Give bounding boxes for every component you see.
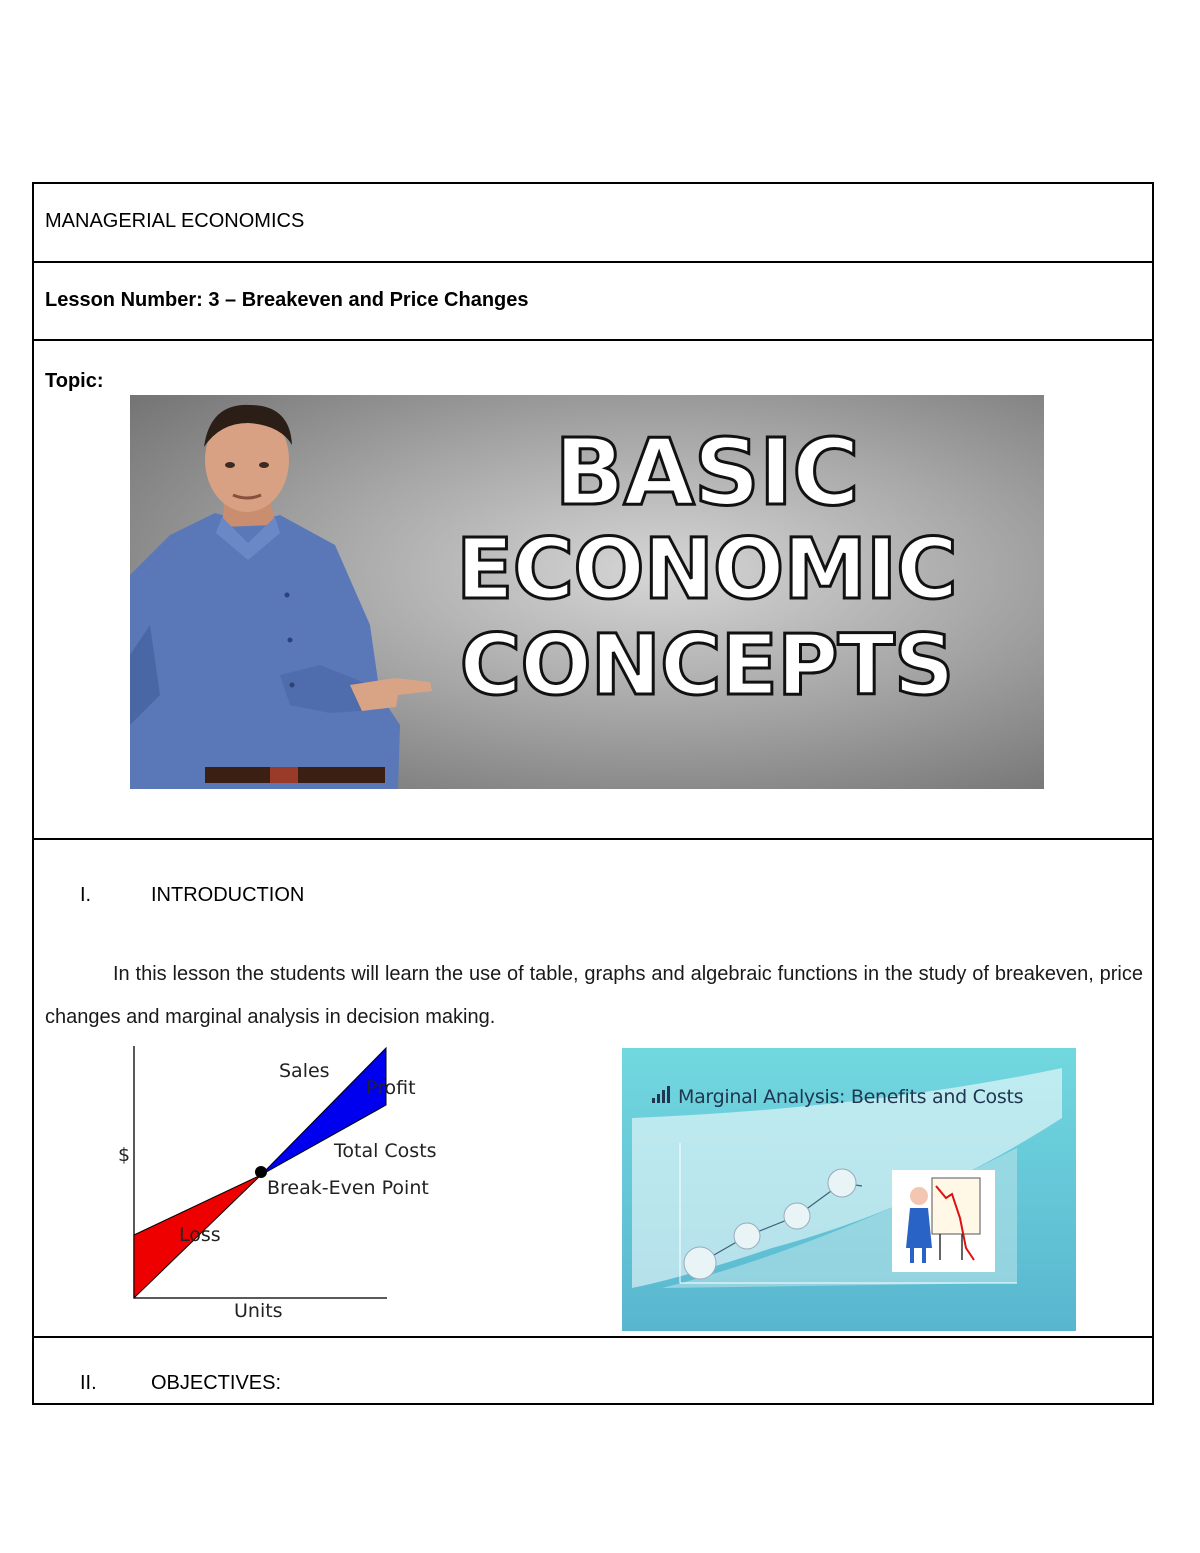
marginal-analysis-slide bbox=[622, 1048, 1076, 1331]
introduction-text: In this lesson the students will learn the use of table, graphs and algebraic functions in the study of breakeven, price changes and marginal analysis in decision making. bbox=[45, 963, 1143, 1028]
loss-label: Loss bbox=[179, 1224, 221, 1246]
banner-word-1: BASIC bbox=[554, 419, 859, 526]
lesson-row bbox=[34, 263, 1152, 341]
y-axis-label: $ bbox=[118, 1144, 131, 1166]
banner-title bbox=[374, 419, 1039, 714]
break-even-point-marker bbox=[255, 1166, 267, 1178]
lesson-table bbox=[32, 182, 1154, 1405]
topic-label: Topic: bbox=[45, 370, 104, 392]
course-row bbox=[34, 184, 1152, 263]
total-costs-label: Total Costs bbox=[334, 1140, 437, 1162]
objectives-number: II. bbox=[80, 1372, 97, 1394]
introduction-paragraph bbox=[45, 953, 1143, 1039]
topic-banner-image bbox=[130, 395, 1044, 789]
introduction-title: INTRODUCTION bbox=[151, 884, 305, 906]
banner-word-3: CONCEPTS bbox=[459, 616, 954, 714]
introduction-row bbox=[34, 840, 1152, 1338]
course-title: MANAGERIAL ECONOMICS bbox=[45, 210, 305, 232]
sales-label: Sales bbox=[279, 1060, 330, 1082]
profit-label: Profit bbox=[366, 1077, 416, 1099]
lesson-number: Lesson Number: 3 – Breakeven and Price Changes bbox=[45, 289, 529, 311]
objectives-row bbox=[34, 1338, 1152, 1405]
x-axis-label: Units bbox=[234, 1300, 283, 1322]
breakeven-chart bbox=[104, 1040, 464, 1322]
break-even-label: Break-Even Point bbox=[267, 1177, 429, 1199]
marginal-analysis-title: Marginal Analysis: Benefits and Costs bbox=[678, 1086, 1024, 1108]
banner-word-2: ECONOMIC bbox=[456, 520, 957, 618]
objectives-title: OBJECTIVES: bbox=[151, 1372, 282, 1394]
topic-row bbox=[34, 341, 1152, 840]
introduction-number: I. bbox=[80, 884, 92, 906]
